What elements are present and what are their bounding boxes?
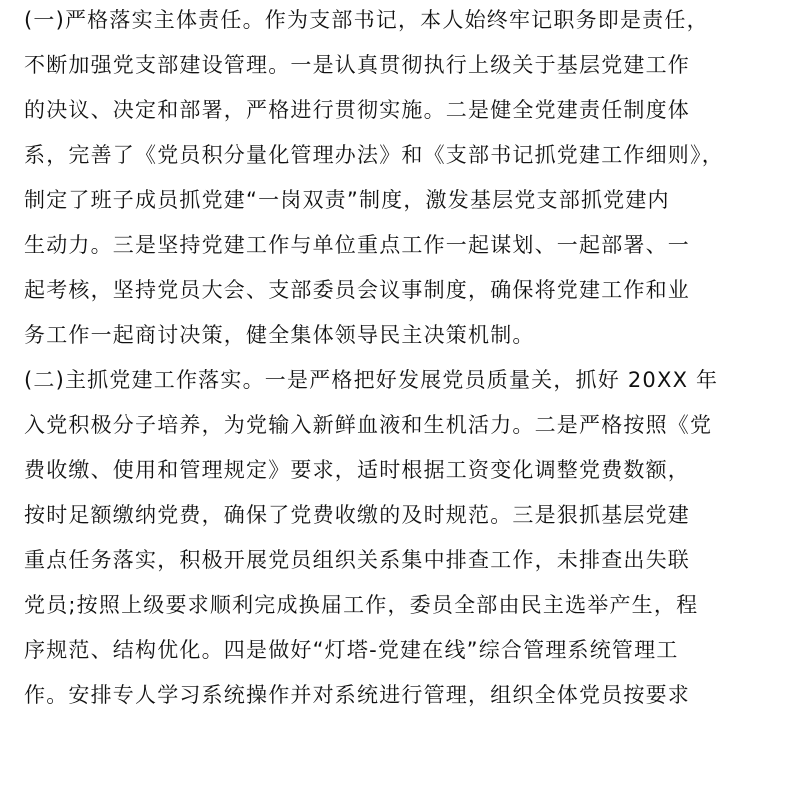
text-line: 系，完善了《党员积分量化管理办法》和《支部书记抓党建工作细则》， [24, 143, 724, 167]
text-line: (二)主抓党建工作落实。一是严格把好发展党员质量关，抓好 20XX 年 [24, 368, 719, 392]
text-line: 费收缴、使用和管理规定》要求，适时根据工资变化调整党费数额， [24, 458, 690, 482]
text-line: 起考核，坚持党员大会、支部委员会议事制度，确保将党建工作和业 [24, 278, 690, 302]
text-line: 的决议、决定和部署，严格进行贯彻实施。二是健全党建责任制度体 [24, 98, 690, 122]
text-line: (一)严格落实主体责任。作为支部书记，本人始终牢记职务即是责任， [24, 8, 709, 32]
text-line: 党员;按照上级要求顺利完成换届工作，委员全部由民主选举产生，程 [24, 593, 699, 617]
text-line: 入党积极分子培养，为党输入新鲜血液和生机活力。二是严格按照《党 [24, 413, 713, 437]
text-line: 重点任务落实，积极开展党员组织关系集中排查工作，未排查出失联 [24, 548, 690, 572]
text-line: 作。安排专人学习系统操作并对系统进行管理，组织全体党员按要求 [24, 683, 690, 707]
text-line: 生动力。三是坚持党建工作与单位重点工作一起谋划、一起部署、一 [24, 233, 690, 257]
text-line: 不断加强党支部建设管理。一是认真贯彻执行上级关于基层党建工作 [24, 53, 690, 77]
text-line: 务工作一起商讨决策，健全集体领导民主决策机制。 [24, 323, 535, 347]
text-line: 制定了班子成员抓党建“一岗双责”制度，激发基层党支部抓党建内 [24, 188, 670, 212]
text-line: 按时足额缴纳党费，确保了党费收缴的及时规范。三是狠抓基层党建 [24, 503, 690, 527]
text-line: 序规范、结构优化。四是做好“灯塔-党建在线”综合管理系统管理工 [24, 638, 679, 662]
